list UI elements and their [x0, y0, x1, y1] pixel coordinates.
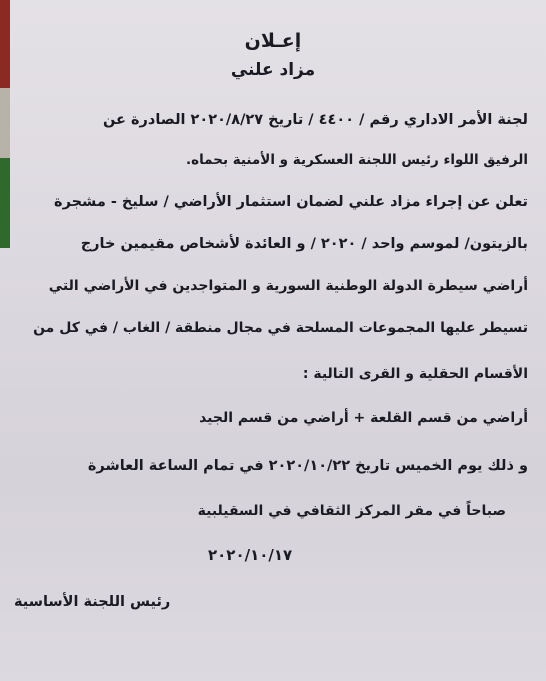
document-date: ٢٠٢٠/١٠/١٧ — [208, 546, 293, 564]
body-line-3: تعلن عن إجراء مزاد علني لضمان استثمار الأراضي / سليخ - مشجرة — [54, 194, 528, 210]
announcement-subheading: مزاد علني — [230, 60, 316, 80]
body-line-6: تسيطر عليها المجموعات المسلحة في مجال منطقة / الغاب / في كل من — [33, 320, 528, 336]
body-line-9: و ذلك يوم الخميس تاريخ ٢٠٢٠/١٠/٢٢ في تمام الساعة العاشرة — [87, 458, 528, 474]
flag-green-stripe — [0, 158, 10, 248]
signature-title: رئيس اللجنة الأساسية — [14, 594, 171, 610]
body-line-7: الأقسام الحقلية و القرى التالية : — [302, 366, 528, 382]
flag-white-stripe — [0, 88, 10, 158]
announcement-heading: إعـلان — [244, 30, 302, 52]
body-line-10: صباحاً في مقر المركز الثقافي في السقيلبية — [197, 503, 506, 519]
body-line-8: أراضي من قسم القلعة + أراضي من قسم الجيد — [199, 410, 528, 426]
body-line-1: لجنة الأمر الاداري رقم / ٤٤٠٠ / تاريخ ٢٠٢٠/٨/٢٧ الصادرة عن — [102, 112, 528, 128]
body-line-2: الرفيق اللواء رئيس اللجنة العسكرية و الأمنية بحماه. — [186, 152, 528, 168]
body-line-5: أراضي سيطرة الدولة الوطنية السورية و المتواجدين في الأراضي التي — [48, 278, 528, 294]
body-line-4: بالزيتون/ لموسم واحد / ٢٠٢٠ / و العائدة لأشخاص مقيمين خارج — [80, 236, 528, 252]
